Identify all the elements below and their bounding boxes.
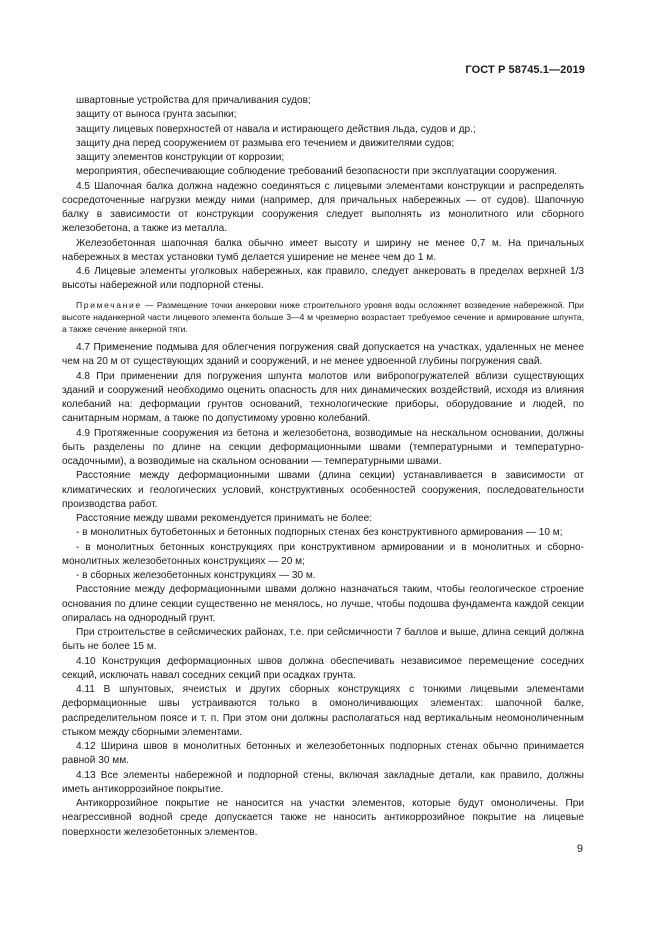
list-item: - в монолитных бетонных конструкциях при конструктивном армировании и в монолитных и сборно-монолитных железобетонных конструкциях — 20 м; [62,541,584,567]
paragraph: защиту дна перед сооружением от размыва его течением и движителями судов; [76,137,455,149]
paragraph: 4.9 Протяженные сооружения из бетона и железобетона, возводимые на нескальном основании, должны быть разделены по длине на секции деформационными швами (температурными и температурно-осадочными), а возводимые на скальном основании — температурными швами. [62,427,584,468]
paragraph: 4.10 Конструкция деформационных швов должна обеспечивать независимое перемещение соседних секций, исключать навал соседних секций при осадках грунта. [62,655,584,681]
paragraph: 4.12 Ширина швов в монолитных бетонных и железобетонных подпорных стенах обычно принимается равной 30 мм. [62,741,584,767]
paragraph: При строительстве в сейсмических районах, т.е. при сейсмичности 7 баллов и выше, длина секций должна быть не более 15 м. [62,627,584,653]
paragraph: защиту от выноса грунта засыпки; [76,109,237,121]
note-text: — Размещение точки анкеровки ниже строительного уровня воды осложняет возведение набережной. При высоте наданкерной части лицевого элемента больше 3—4 м чрезмерно возрастает требуемое сечение и армирование шпунта, а также сечение анкерной тяги. [62,299,584,334]
paragraph: защиту элементов конструкции от коррозии; [76,152,285,163]
list-item: - в сборных железобетонных конструкциях — 30 м. [76,570,316,582]
paragraph: мероприятия, обеспечивающие соблюдение требований безопасности при эксплуатации сооружения. [76,166,558,178]
paragraph: Расстояние между швами рекомендуется принимать не более: [76,513,373,525]
document-body [62,94,584,840]
paragraph: 4.8 При применении для погружения шпунта молотов или вибропогружателей вблизи существующих зданий и сооружений необходимо оценить опасность для них динамических воздействий, исходя из влияния колебаний на: деформации грунтов оснований, технологические приборы, оборудование и людей, по санитарным нормам, а также по допустимому уровню колебаний. [62,370,584,425]
paragraph: швартовные устройства для причаливания судов; [76,95,311,106]
paragraph: 4.13 Все элементы набережной и подпорной стены, включая закладные детали, как правило, должны иметь антикоррозийное покрытие. [62,769,584,795]
note [62,299,584,336]
paragraph: 4.7 Применение подмыва для облегчения погружения свай допускается на участках, удаленных не менее чем на 20 м от существующих зданий и сооружений, и не менее удвоенной глубины погружения свай. [62,342,584,368]
paragraph: 4.11 В шпунтовых, ячеистых и других сборных конструкциях с тонкими лицевыми элементами деформационные швы устраиваются только в омоноличивающих элементах: шапочной балке, распределительном поясе и т. п. При этом они должны располагаться над вертикальным неомоноличенным стыком между сборными элементами. [62,684,584,738]
paragraph: Расстояние между деформационными швами (длина секции) устанавливается в зависимости от климатических и геологических условий, конструктивных особенностей сооружения, последовательности производства работ. [62,470,584,510]
page-number: 9 [576,843,583,855]
list-item: - в монолитных бутобетонных и бетонных подпорных стенах без конструктивного армирования — 10 м; [76,527,563,539]
paragraph: 4.6 Лицевые элементы уголковых набережных, как правило, следует анкеровать в пределах верхней 1/3 высоты набережной или подпорной стены. [62,266,584,292]
paragraph: 4.5 Шапочная балка должна надежно соединяться с лицевыми элементами конструкции и распределять сосредоточенные нагрузки между ними (например, для причальных набережных — от судов). Шапочную балку в зависимости от конструкции сооружения следует выполнять из монолитного или сборного железобетона, а также из металла. [62,180,584,235]
paragraph: Железобетонная шапочная балка обычно имеет высоту и ширину не менее 0,7 м. На причальных набережных в местах установки тумб делается уширение не менее чем до 1 м. [62,237,584,263]
paragraph: Расстояние между деформационными швами должно назначаться таким, чтобы геологическое строение основания по длине секции существенно не менялось, но лучше, чтобы подошва фундамента каждой секции опиралась на однородный грунт. [62,584,584,624]
note-label: Примечание [76,299,142,310]
document-header: ГОСТ Р 58745.1—2019 [465,64,585,76]
paragraph: Антикоррозийное покрытие не наносится на участки элементов, которые будут омоноличены. При неагрессивной водной среде допускается также не наносить антикоррозийное покрытие на лицевые поверхности железобетонных элементов. [62,798,584,838]
paragraph: защиту лицевых поверхностей от навала и истирающего действия льда, судов и др.; [76,123,476,135]
